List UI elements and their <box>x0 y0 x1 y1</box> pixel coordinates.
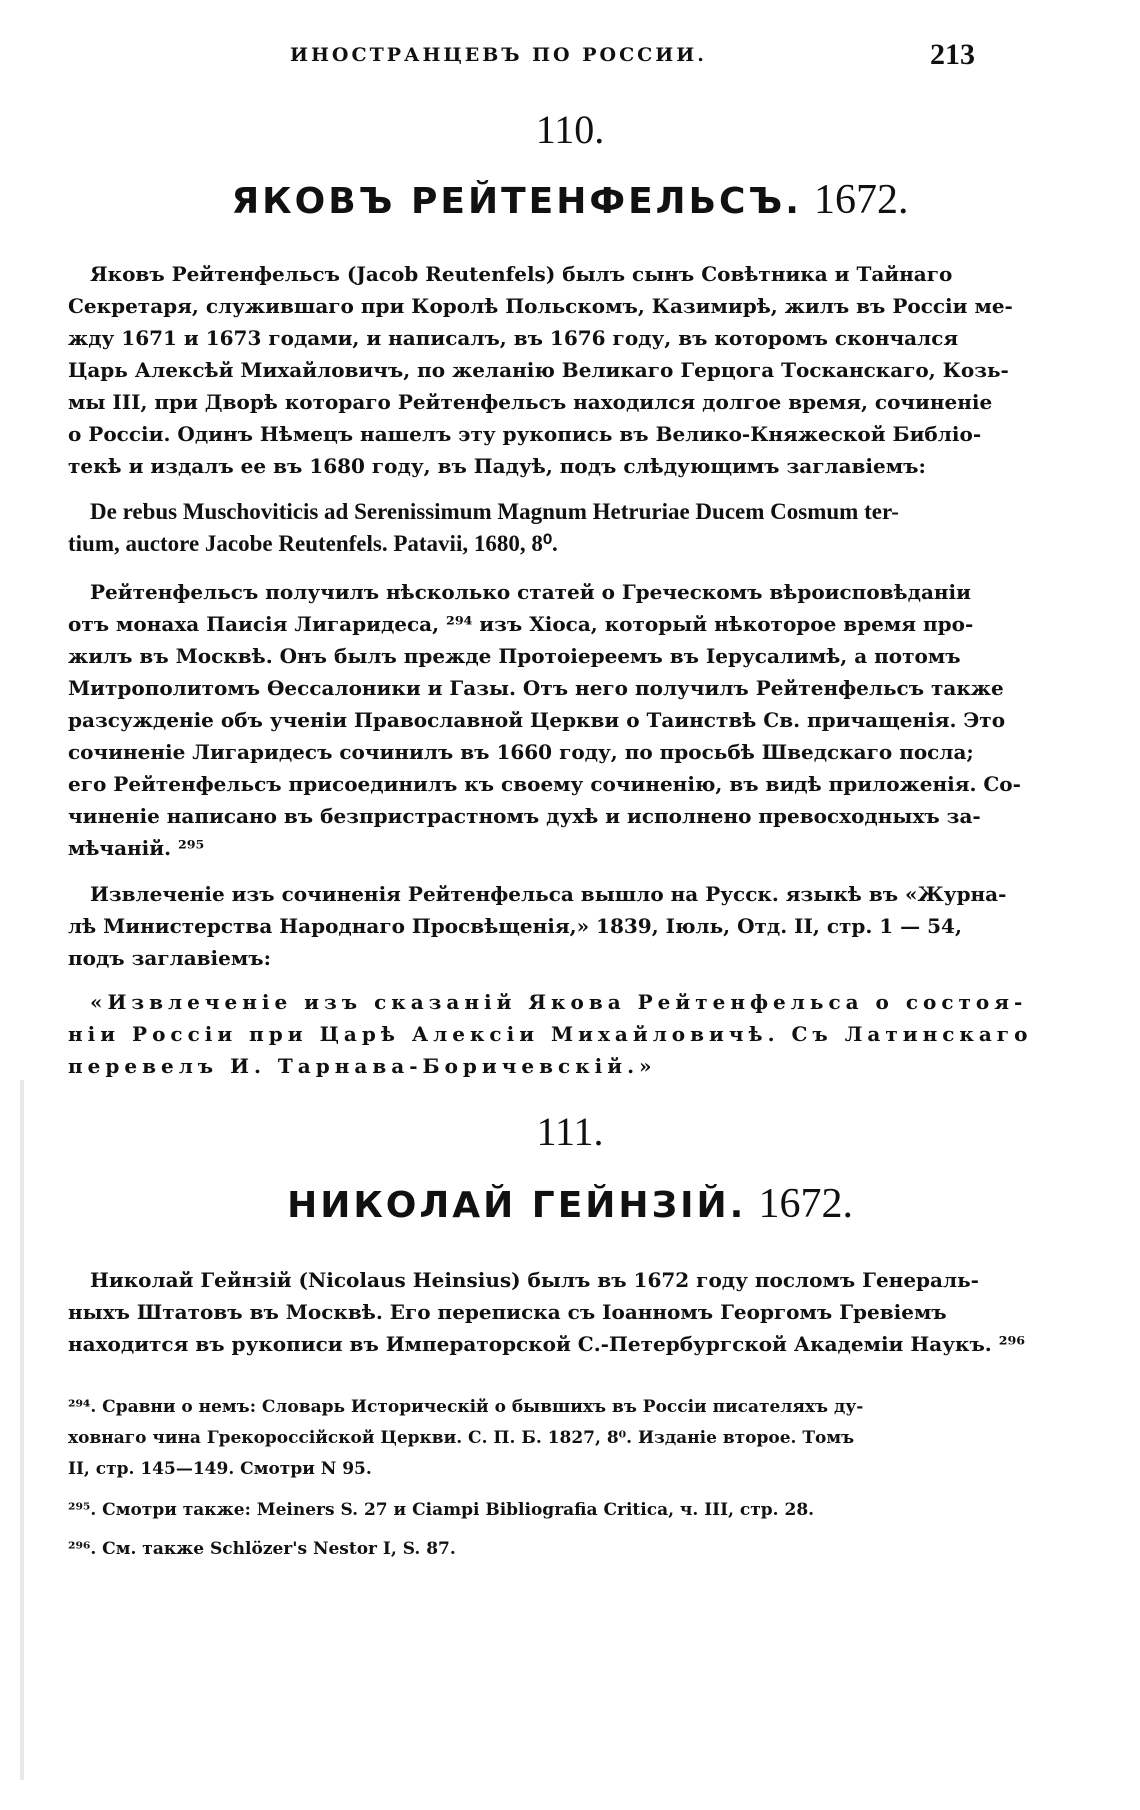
text-line: «Извлеченіе изъ сказаній Якова Рейтенфельса о состоя- <box>90 990 1028 1014</box>
entry-title <box>0 176 1140 224</box>
text-line: разсужденіе объ ученіи Православной Церкви о Таинствѣ Св. причащенія. Это <box>68 708 1006 732</box>
russian-title <box>68 986 1068 1082</box>
text-line: Митрополитомъ Ѳессалоники и Газы. Отъ него получилъ Рейтенфельсъ также <box>68 676 1004 700</box>
text-line: лѣ Министерства Народнаго Просвѣщенія,» 1839, Іюль, Отд. II, стр. 1 — 54, <box>68 914 962 938</box>
text-line: De rebus Muschoviticis ad Serenissimum Magnum Hetruriae Ducem Cosmum ter- <box>90 499 899 524</box>
paragraph <box>68 258 1068 482</box>
running-title: ИНОСТРАНЦЕВЪ ПО РОССИИ. <box>290 44 707 66</box>
text-line: Секретаря, служившаго при Королѣ Польскомъ, Казимирѣ, жилъ въ Россіи ме- <box>68 294 1013 318</box>
entry-name: НИКОЛАЙ ГЕЙНЗІЙ. <box>287 1185 747 1226</box>
scan-edge <box>20 1080 24 1780</box>
entry-year: 1672. <box>758 1181 853 1227</box>
entry-year: 1672. <box>814 177 909 223</box>
paragraph <box>68 576 1068 864</box>
footnote-line: ²⁹⁵. Смотри также: Meiners S. 27 и Ciampi Bibliografia Critica, ч. III, стр. 28. <box>68 1500 815 1520</box>
text-line: о Россіи. Одинъ Нѣмецъ нашелъ эту рукопись въ Велико-Княжеской Библіо- <box>68 422 982 446</box>
footnote-line: ²⁹⁴. Сравни о немъ: Словарь Историческій о бывшихъ въ Россіи писателяхъ ду- <box>68 1397 864 1417</box>
text-line: сочиненіе Лигаридесъ сочинилъ въ 1660 году, по просьбѣ Шведскаго посла; <box>68 740 974 764</box>
text-line: отъ монаха Паисія Лигаридеса, ²⁹⁴ изъ Хіоса, который нѣкоторое время про- <box>68 612 974 636</box>
text-line: мѣчаній. ²⁹⁵ <box>68 836 205 860</box>
entry-number: 110. <box>535 107 605 152</box>
text-line: tium, auctore Jacobe Reutenfels. Patavii, 1680, 8⁰. <box>68 531 558 556</box>
text-line: Николай Гейнзій (Nicolaus Heinsius) былъ въ 1672 году посломъ Генераль- <box>90 1268 979 1292</box>
text-line: Извлеченіе изъ сочиненія Рейтенфельса вышло на Русск. языкѣ въ «Журна- <box>90 882 1007 906</box>
text-line: его Рейтенфельсъ присоединилъ къ своему сочиненію, въ видѣ приложенія. Со- <box>68 772 1021 796</box>
latin-title <box>68 496 1068 560</box>
text-line: жилъ въ Москвѣ. Онъ былъ прежде Протоіереемъ въ Іерусалимѣ, а потомъ <box>68 644 961 668</box>
entry-title <box>0 1180 1140 1228</box>
text-line: перевелъ И. Тарнава-Боричевскій.» <box>68 1054 657 1078</box>
entry-number: 111. <box>536 1109 604 1154</box>
entry-name: ЯКОВЪ РЕЙТЕНФЕЛЬСЪ. <box>231 181 802 222</box>
paragraph <box>68 1264 1068 1360</box>
text-line: подъ заглавіемъ: <box>68 946 271 970</box>
text-line: Яковъ Рейтенфельсъ (Jacob Reutenfels) былъ сынъ Совѣтника и Тайнаго <box>90 262 953 286</box>
text-line: ныхъ Штатовъ въ Москвѣ. Его переписка съ Іоанномъ Георгомъ Гревіемъ <box>68 1300 947 1324</box>
text-line: мы III, при Дворѣ котораго Рейтенфельсъ находился долгое время, сочиненіе <box>68 390 993 414</box>
text-line: ніи Россіи при Царѣ Алексіи Михайловичѣ. Съ Латинскаго <box>68 1022 1033 1046</box>
text-line: Царь Алексѣй Михайловичъ, по желанію Великаго Герцога Тосканскаго, Козь- <box>68 358 1009 382</box>
text-line: находится въ рукописи въ Императорской С.-Петербургской Академіи Наукъ. ²⁹⁶ <box>68 1332 1026 1356</box>
text-line: Рейтенфельсъ получилъ нѣсколько статей о Греческомъ вѣроисповѣданіи <box>90 580 971 604</box>
text-line: жду 1671 и 1673 годами, и написалъ, въ 1676 году, въ которомъ скончался <box>68 326 959 350</box>
footnotes <box>68 1392 1068 1565</box>
footnote-line: ховнаго чина Грекороссійской Церкви. С. П. Б. 1827, 8⁰. Изданіе второе. Томъ <box>68 1428 855 1448</box>
footnote-line: ²⁹⁶. См. также Schlözer's Nestor I, S. 87. <box>68 1539 456 1559</box>
paragraph <box>68 878 1068 974</box>
footnote-line: II, стр. 145—149. Смотри N 95. <box>68 1459 372 1479</box>
text-line: чиненіе написано въ безпристрастномъ духѣ и исполнено превосходныхъ за- <box>68 804 981 828</box>
page-number: 213 <box>930 38 975 71</box>
text-line: текѣ и издалъ ее въ 1680 году, въ Падуѣ, подъ слѣдующимъ заглавіемъ: <box>68 454 926 478</box>
